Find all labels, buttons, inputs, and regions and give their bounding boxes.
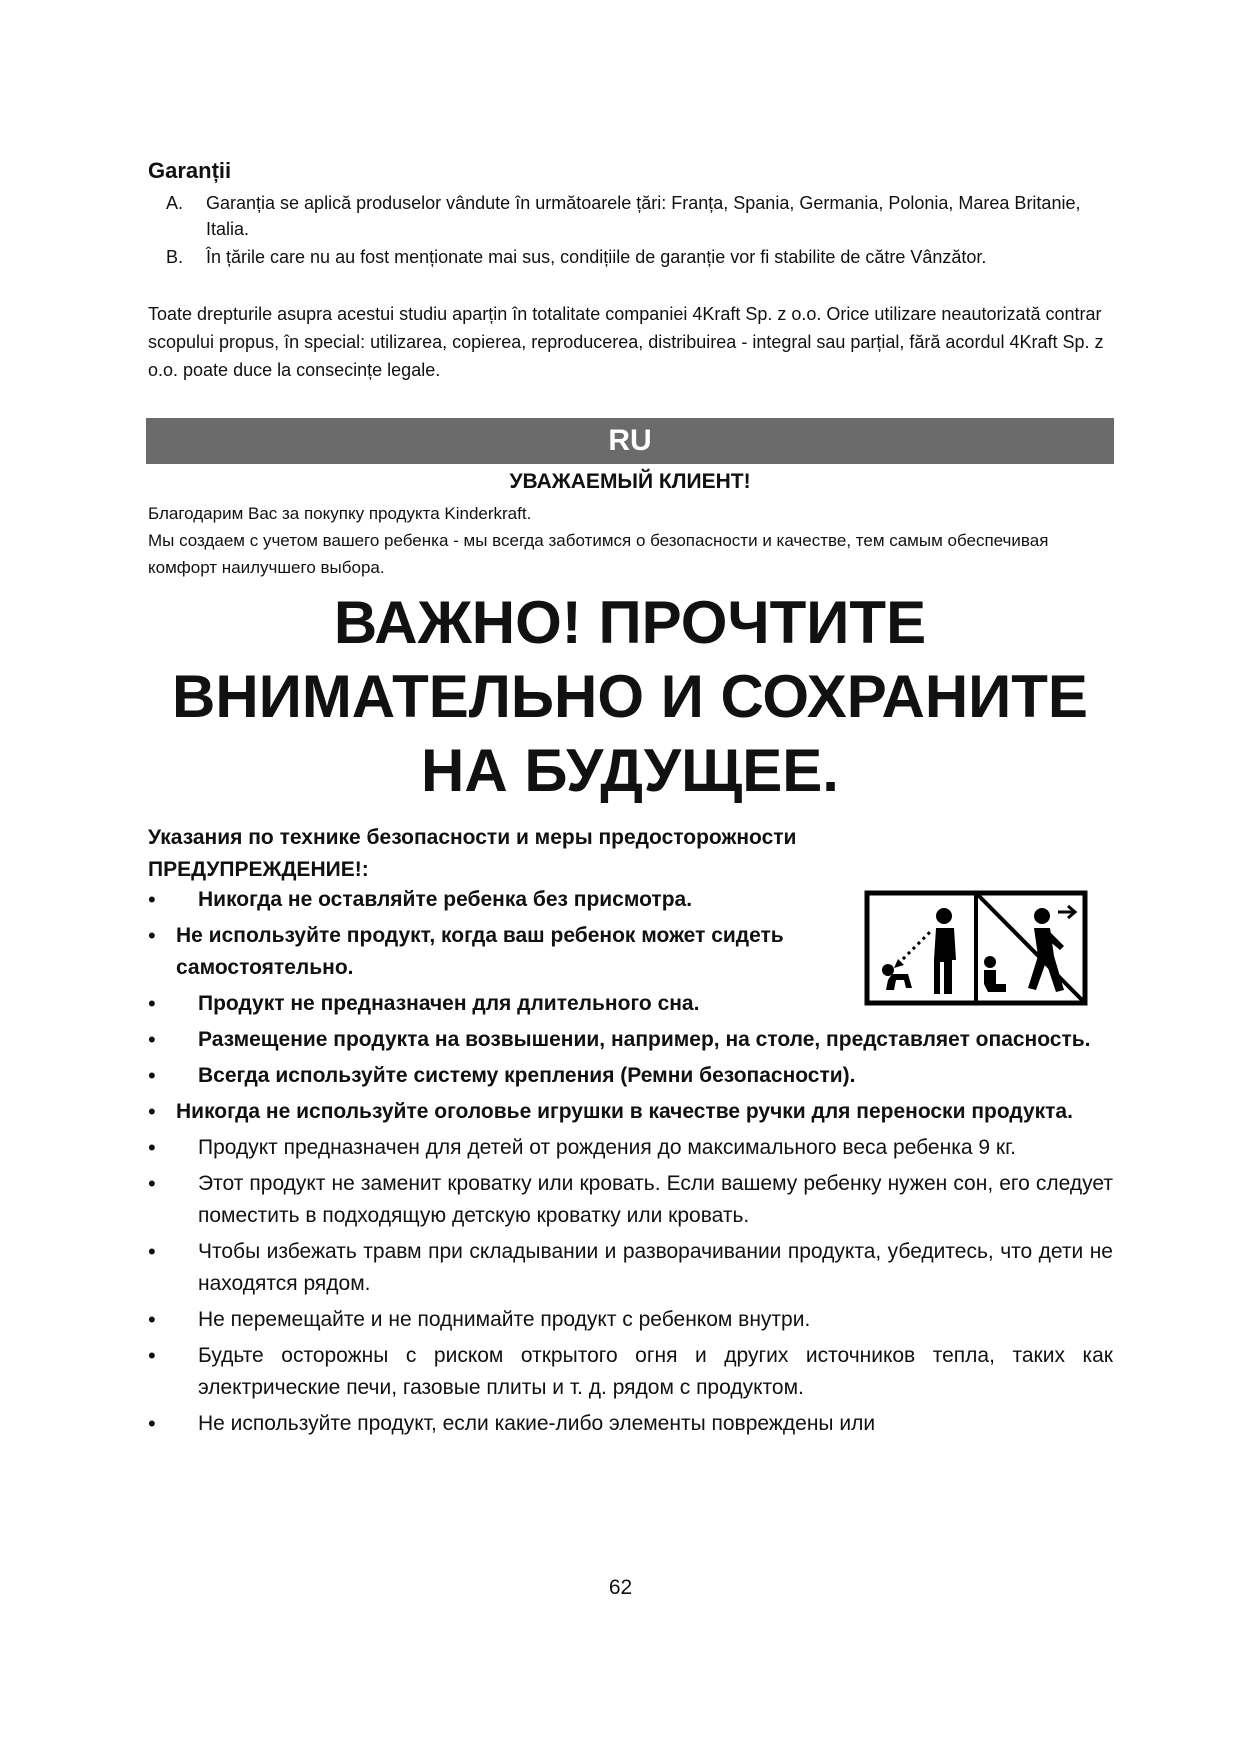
bullet-icon: • — [148, 1307, 156, 1332]
bullet-icon: • — [148, 1135, 156, 1160]
do-not-leave-child-unattended-icon — [864, 890, 1088, 1006]
important-notice: ВАЖНО! ПРОЧТИТЕ ВНИМАТЕЛЬНО И СОХРАНИТЕ НА БУДУЩЕЕ. — [172, 589, 1088, 804]
list-item-text: Не используйте продукт, когда ваш ребенок может сидеть самостоятельно. — [176, 924, 784, 979]
rights-paragraph: Toate drepturile asupra acestui studiu aparțin în totalitate companiei 4Kraft Sp. z o.o. Orice utilizare neautorizată contrar scopului propus, în special: utilizarea, copierea, reproducerea, distribuirea - integral sau parțial, fără acordul 4Kraft Sp. z o.o. poate duce la consecințe legale. — [148, 304, 1104, 380]
list-item-text: Чтобы избежать травм при складывании и разворачивании продукта, убедитесь, что дети не находятся рядом. — [198, 1240, 1113, 1295]
warranty-heading: Garanții — [148, 158, 232, 183]
list-marker: B. — [166, 247, 184, 267]
intro-text — [148, 500, 1113, 581]
bullet-icon: • — [148, 1063, 156, 1088]
list-item — [148, 1340, 1113, 1404]
list-item-text: Этот продукт не заменит кроватку или кровать. Если вашему ребенку нужен сон, его следует поместить в подходящую детскую кроватку или кровать. — [198, 1172, 1113, 1227]
list-item — [148, 1236, 1113, 1300]
language-section-header: RU — [146, 418, 1114, 464]
bullet-icon: • — [148, 1099, 156, 1124]
list-item-text: Никогда не оставляйте ребенка без присмотра. — [198, 888, 693, 911]
bullet-icon: • — [148, 1343, 156, 1368]
list-item — [148, 1024, 1113, 1056]
warning-heading: ПРЕДУПРЕЖДЕНИЕ!: — [148, 858, 369, 881]
list-marker: A. — [166, 193, 184, 213]
list-item-text: Никогда не используйте оголовье игрушки в качестве ручки для переноски продукта. — [176, 1100, 1073, 1123]
bullet-icon: • — [148, 923, 156, 948]
bullet-icon: • — [148, 1411, 156, 1436]
list-item — [148, 1408, 1113, 1440]
list-item-text: Garanția se aplică produselor vândute în următoarele țări: Franța, Spania, Germania, Polonia, Marea Britanie, Italia. — [206, 193, 1081, 239]
list-item — [166, 190, 1126, 242]
bullet-icon: • — [148, 887, 156, 912]
list-item — [148, 1168, 1113, 1232]
list-item-text: Размещение продукта на возвышении, например, на столе, представляет опасность. — [198, 1028, 1091, 1051]
intro-line: Мы создаем с учетом вашего ребенка - мы всегда заботимся о безопасности и качестве, тем самым обеспечивая комфорт наилучшего выбора. — [148, 531, 1049, 577]
list-item — [148, 1096, 1113, 1128]
page-number: 62 — [608, 1576, 633, 1599]
bullet-icon: • — [148, 1027, 156, 1052]
list-item-text: În țările care nu au fost menționate mai sus, condițiile de garanție vor fi stabilite de către Vânzător. — [206, 247, 987, 267]
list-item-text: Не используйте продукт, если какие-либо элементы повреждены или — [198, 1412, 876, 1435]
list-item-text: Продукт предназначен для детей от рождения до максимального веса ребенка 9 кг. — [198, 1136, 1016, 1159]
bullet-icon: • — [148, 991, 156, 1016]
list-item-text: Всегда используйте систему крепления (Ремни безопасности). — [198, 1064, 856, 1087]
list-item — [148, 1132, 1113, 1164]
list-item-text: Будьте осторожны с риском открытого огня и других источников тепла, таких как электрические печи, газовые плиты и т. д. рядом с продуктом. — [198, 1344, 1113, 1399]
list-item-text: Не перемещайте и не поднимайте продукт с ребенком внутри. — [198, 1308, 811, 1331]
bullet-icon: • — [148, 1239, 156, 1264]
list-item-text: Продукт не предназначен для длительного сна. — [198, 992, 700, 1015]
intro-line: Благодарим Вас за покупку продукта Kinderkraft. — [148, 504, 532, 523]
warranty-list — [166, 190, 1126, 272]
safety-heading: Указания по технике безопасности и меры предосторожности — [148, 826, 797, 849]
dear-customer-heading: УВАЖАЕМЫЙ КЛИЕНТ! — [509, 470, 751, 493]
list-item — [148, 1060, 1113, 1092]
list-item — [148, 1304, 1113, 1336]
safety-section-heading — [148, 822, 1113, 886]
list-item — [166, 244, 1126, 270]
bullet-icon: • — [148, 1171, 156, 1196]
